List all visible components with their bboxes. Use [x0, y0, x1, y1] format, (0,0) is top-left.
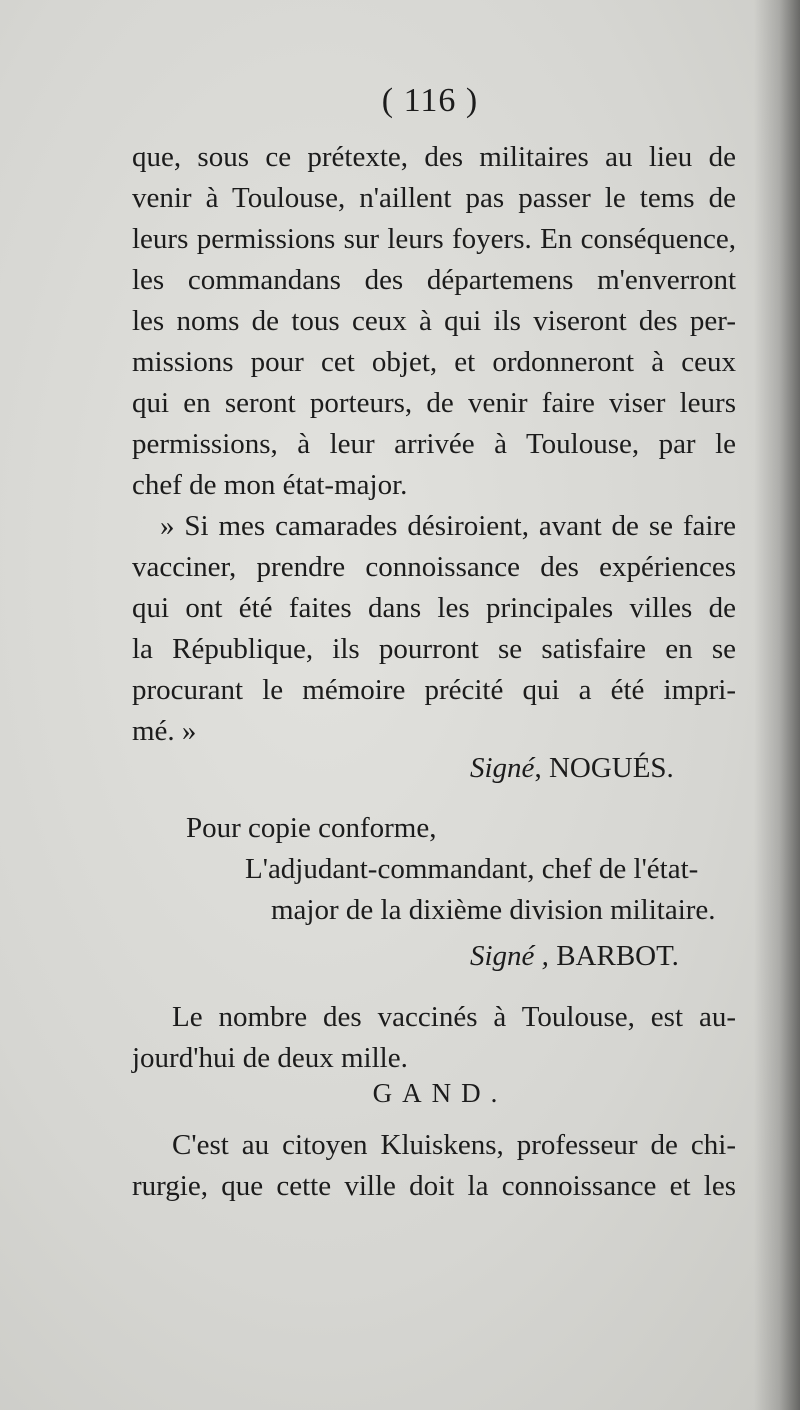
signatory-name: BARBOT.	[556, 940, 679, 972]
copy-line: Pour copie conforme,	[186, 812, 437, 844]
text-line: procurant le mémoire précité qui a été impri-	[132, 674, 736, 706]
text-line: qui ont été faites dans les principales villes de	[132, 592, 736, 624]
text-line: jourd'hui de deux mille.	[132, 1042, 408, 1074]
text-line: qui en seront porteurs, de venir faire viser leurs	[132, 387, 736, 419]
text-line: chef de mon état-major.	[132, 469, 408, 501]
text-line: la République, ils pourront se satisfaire en se	[132, 633, 736, 665]
copy-line: L'adjudant-commandant, chef de l'état-	[245, 853, 699, 885]
signatory-name: NOGUÉS.	[548, 752, 674, 784]
signed-label: Signé	[470, 752, 535, 784]
signature-barbot	[470, 940, 679, 973]
text-line: rurgie, que cette ville doit la connoissance et les	[132, 1170, 736, 1202]
text-line: les noms de tous ceux à qui ils viseront des per-	[132, 305, 736, 337]
signature-nogues: Signé, NOGUÉS.	[470, 752, 674, 784]
text-line: mé. »	[132, 715, 197, 747]
text-line: C'est au citoyen Kluiskens, professeur de chi-	[172, 1129, 736, 1161]
text-line: venir à Toulouse, n'aillent pas passer le tems de	[132, 182, 736, 214]
page-edge-shadow	[754, 0, 800, 1410]
signed-label: Signé ,	[470, 940, 549, 972]
text-line: » Si mes camarades désiroient, avant de se faire	[160, 510, 736, 542]
text-line: leurs permissions sur leurs foyers. En conséquence,	[132, 223, 736, 255]
copy-line: major de la dixième division militaire.	[271, 894, 716, 926]
page-number: ( 116 )	[381, 82, 479, 119]
text-line: les commandans des départemens m'enverront	[132, 264, 736, 296]
text-line: permissions, à leur arrivée à Toulouse, par le	[132, 428, 736, 460]
text-line: missions pour cet objet, et ordonneront à ceux	[132, 346, 736, 378]
section-heading: GAND.	[372, 1078, 508, 1108]
text-line: que, sous ce prétexte, des militaires au lieu de	[132, 141, 736, 173]
text-line: Le nombre des vaccinés à Toulouse, est au-	[172, 1001, 736, 1033]
text-line: vacciner, prendre connoissance des expériences	[132, 551, 736, 583]
